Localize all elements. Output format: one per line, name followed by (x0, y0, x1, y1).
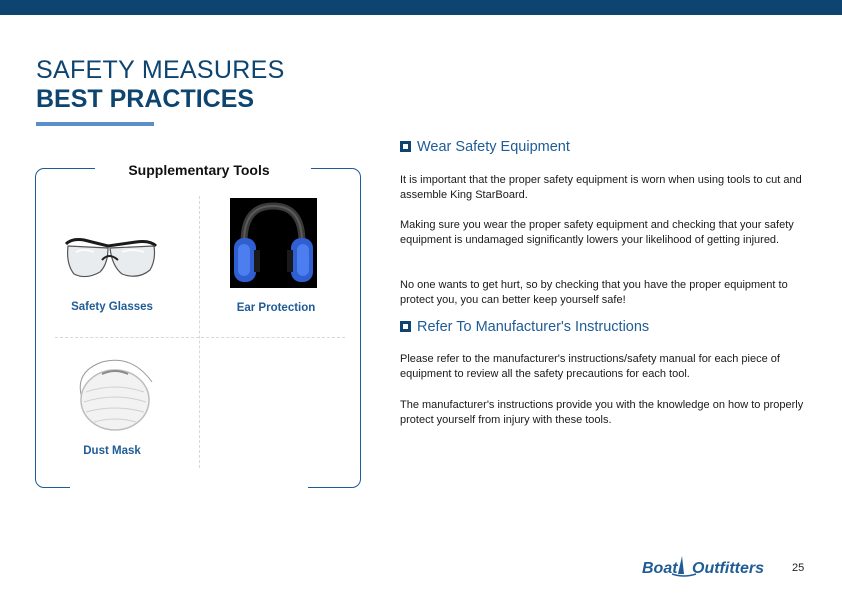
page-number: 25 (792, 562, 805, 574)
page-subtitle: BEST PRACTICES (36, 85, 255, 113)
square-bullet-icon (400, 321, 411, 332)
ear-muffs-image (230, 198, 317, 288)
dust-mask-label: Dust Mask (83, 445, 141, 457)
panel-horizontal-divider (55, 337, 345, 338)
panel-vertical-divider (199, 196, 200, 468)
ear-protection-label: Ear Protection (236, 302, 316, 314)
square-bullet-icon (400, 141, 411, 152)
paragraph: No one wants to get hurt, so by checking that you have the proper equipment to protect you, you can better keep yourself safe! (400, 279, 788, 306)
panel-border-gap-bottom (70, 482, 308, 492)
paragraph: It is important that the proper safety equipment is worn when using tools to cut and assemble King StarBoard. (400, 174, 802, 201)
title-accent-bar (36, 122, 154, 126)
safety-glasses-image (62, 230, 158, 286)
paragraph: The manufacturer's instructions provide you with the knowledge on how to properly protect yourself from injury with these tools. (400, 399, 804, 426)
boat-outfitters-logo (642, 552, 764, 578)
safety-glasses-label: Safety Glasses (71, 301, 153, 313)
section-heading-manufacturer-instructions: Refer To Manufacturer's Instructions (400, 319, 649, 335)
svg-text:Boat: Boat (642, 560, 678, 577)
dust-mask-image (72, 352, 158, 434)
paragraph: Making sure you wear the proper safety equipment and checking that your safety equipment is undamaged significantly lowers your likelihood of getting injured. (400, 219, 794, 246)
tools-panel-title: Supplementary Tools (128, 162, 270, 178)
paragraph: Please refer to the manufacturer's instructions/safety manual for each piece of equipment to review all the safety precautions for each tool. (400, 353, 780, 380)
svg-text:Outfitters: Outfitters (692, 560, 764, 577)
page-title: SAFETY MEASURES (36, 56, 285, 84)
top-banner (0, 0, 842, 15)
section-heading-wear-safety-equipment: Wear Safety Equipment (400, 139, 570, 155)
